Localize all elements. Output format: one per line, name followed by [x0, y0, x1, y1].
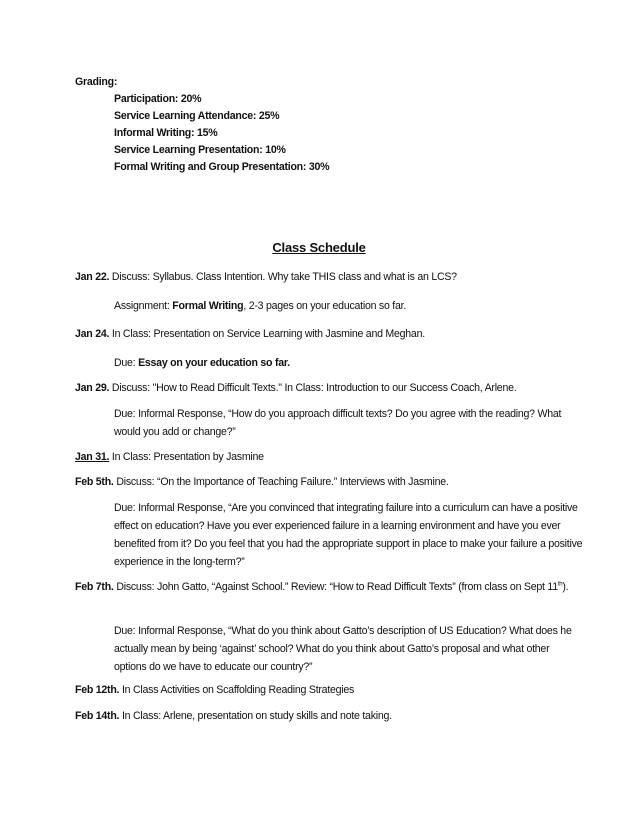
entry-date — [75, 451, 109, 463]
entry-date: Feb 14th. — [75, 710, 120, 722]
schedule-entry-feb5 — [75, 473, 575, 491]
grading-heading: Grading: — [75, 76, 118, 88]
entry-date: Feb 7th. — [75, 581, 114, 593]
grading-items — [114, 91, 329, 176]
schedule-title: Class Schedule — [272, 240, 366, 255]
schedule-entry-feb7 — [75, 578, 575, 596]
grading-item: Informal Writing: 15% — [114, 127, 218, 139]
entry-text-end: ). — [562, 581, 569, 593]
due-bold: Essay on your education so far. — [138, 357, 290, 369]
entry-date: Feb 5th. — [75, 476, 114, 488]
due-feb7: Due: Informal Response, “What do you think about Gatto’s description of US Education? What does he actually mean by being ‘against’ school? What do you think about Gatto’s proposal and what other options do we have to educate our country?” — [114, 625, 572, 673]
assignment-jan22 — [114, 297, 584, 315]
entry-text: In Class: Presentation by Jasmine — [111, 451, 264, 463]
grading-item: Service Learning Attendance: 25% — [114, 110, 280, 122]
due-prefix: Due: — [114, 357, 139, 369]
grading-item: Participation: 20% — [114, 93, 202, 105]
schedule-entry-feb12 — [75, 681, 575, 699]
due-jan24 — [114, 354, 584, 372]
grading-item: Formal Writing and Group Presentation: 30% — [114, 161, 330, 173]
schedule-entry-jan24 — [75, 325, 575, 343]
schedule-entry-jan29 — [75, 379, 575, 397]
entry-text: In Class: Arlene, presentation on study skills and note taking. — [121, 710, 392, 722]
superscript: th — [557, 581, 563, 588]
entry-date: Jan 22. — [75, 271, 110, 283]
entry-text: In Class Activities on Scaffolding Reading Strategies — [121, 684, 355, 696]
entry-date: Jan 24. — [75, 328, 110, 340]
entry-text: Discuss: “On the Importance of Teaching Failure.” Interviews with Jasmine. — [116, 476, 449, 488]
grading-section — [75, 74, 329, 176]
assignment-prefix: Assignment: — [114, 300, 173, 312]
due-feb5: Due: Informal Response, “Are you convinced that integrating failure into a curriculum can have a positive effect on education? Have you ever experienced failure in a learning environment and have you ever benefited from it? Do you feel that you had the appropriate support in place to make your failure a positive experience in the long-term?” — [114, 502, 583, 568]
schedule-entry-jan31 — [75, 448, 575, 466]
entry-date: Jan 29. — [75, 382, 110, 394]
grading-item: Service Learning Presentation: 10% — [114, 144, 286, 156]
schedule-entry-feb14 — [75, 707, 575, 725]
assignment-bold: Formal Writing — [172, 300, 244, 312]
entry-date: Feb 12th. — [75, 684, 120, 696]
due-jan29: Due: Informal Response, “How do you approach difficult texts? Do you agree with the reading? What would you add or change?” — [114, 408, 562, 438]
schedule-entry-jan22 — [75, 268, 575, 286]
entry-text: Discuss: Syllabus. Class Intention. Why take THIS class and what is an LCS? — [111, 271, 457, 283]
assignment-suffix: , 2-3 pages on your education so far. — [243, 300, 407, 312]
entry-text: In Class: Presentation on Service Learning with Jasmine and Meghan. — [111, 328, 425, 340]
date-underlined: Jan 31. — [75, 451, 110, 463]
entry-text: Discuss: "How to Read Difficult Texts." In Class: Introduction to our Success Coach, Arlene. — [111, 382, 517, 394]
entry-text: Discuss: John Gatto, “Against School.” Review: “How to Read Difficult Texts” (from class on Sept 11 — [116, 581, 558, 593]
